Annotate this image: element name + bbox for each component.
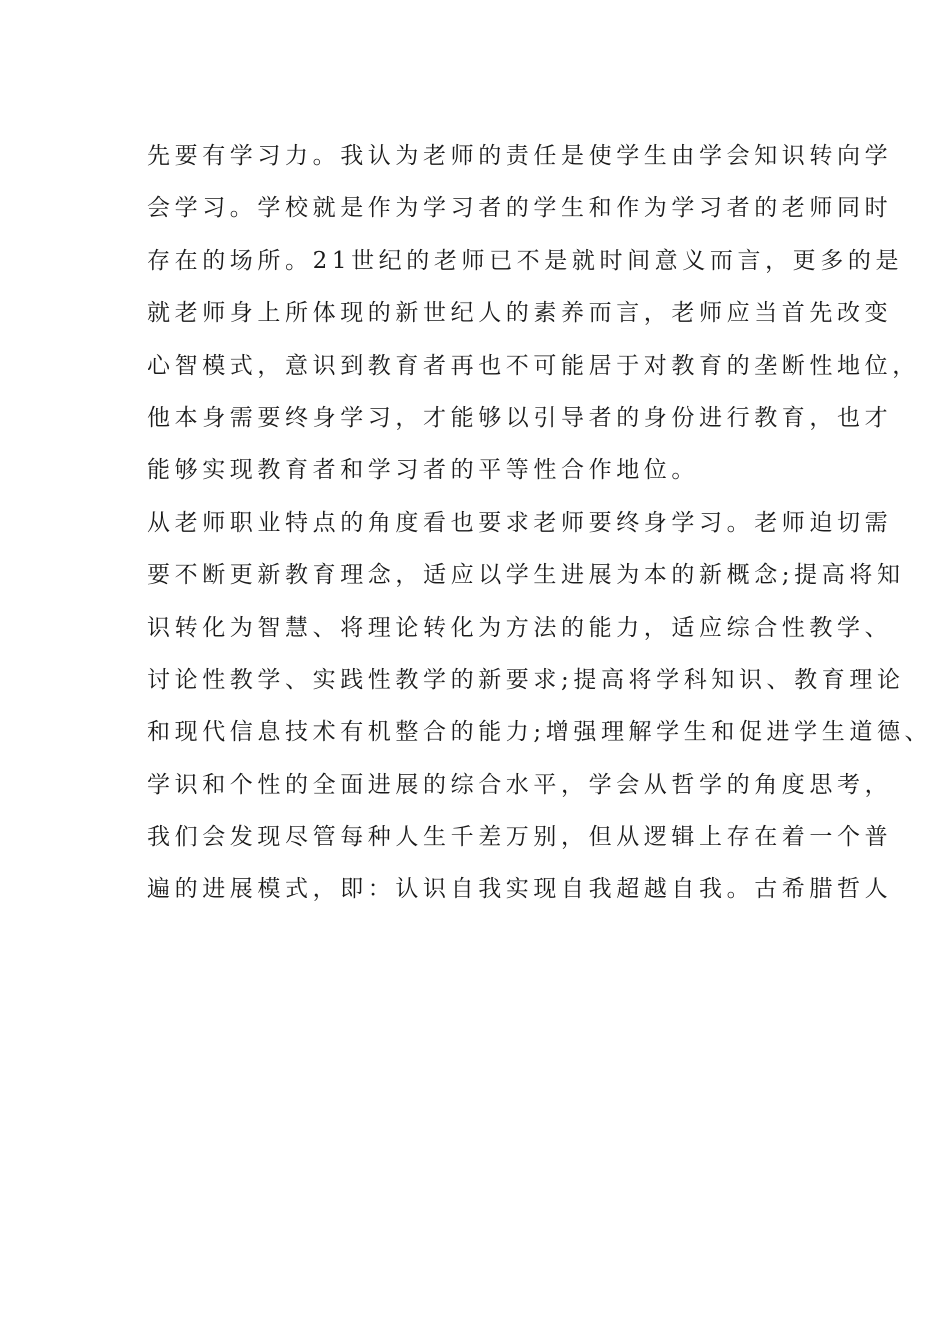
text-line: 会学习。学校就是作为学习者的学生和作为学习者的老师同时: [147, 195, 893, 222]
text-line: 遍的进展模式，即：认识自我实现自我超越自我。古希腊哲人: [147, 876, 893, 903]
text-line: 讨论性教学、实践性教学的新要求;提高将学科知识、教育理论: [147, 666, 905, 693]
text-line: 和现代信息技术有机整合的能力;增强理解学生和促进学生道德、: [147, 719, 933, 746]
text-line: 我们会发现尽管每种人生千差万别，但从逻辑上存在着一个普: [147, 824, 893, 851]
text-line: 要不断更新教育理念，适应以学生进展为本的新概念;提高将知: [147, 562, 905, 589]
text-line: 存在的场所。21世纪的老师已不是就时间意义而言，更多的是: [147, 247, 904, 274]
text-line: 先要有学习力。我认为老师的责任是使学生由学会知识转向学: [147, 143, 893, 169]
text-line: 识转化为智慧、将理论转化为方法的能力，适应综合性教学、: [147, 614, 893, 641]
text-line: 从老师职业特点的角度看也要求老师要终身学习。老师迫切需: [147, 509, 893, 536]
text-line: 学识和个性的全面进展的综合水平，学会从哲学的角度思考，: [147, 771, 893, 798]
text-line: 他本身需要终身学习，才能够以引导者的身份进行教育，也才: [147, 404, 893, 431]
body-text: [147, 130, 933, 916]
text-line: 能够实现教育者和学习者的平等性合作地位。: [147, 457, 699, 484]
text-line: 就老师身上所体现的新世纪人的素养而言，老师应当首先改变: [147, 300, 893, 327]
text-line: 心智模式，意识到教育者再也不可能居于对教育的垄断性地位，: [147, 352, 920, 379]
